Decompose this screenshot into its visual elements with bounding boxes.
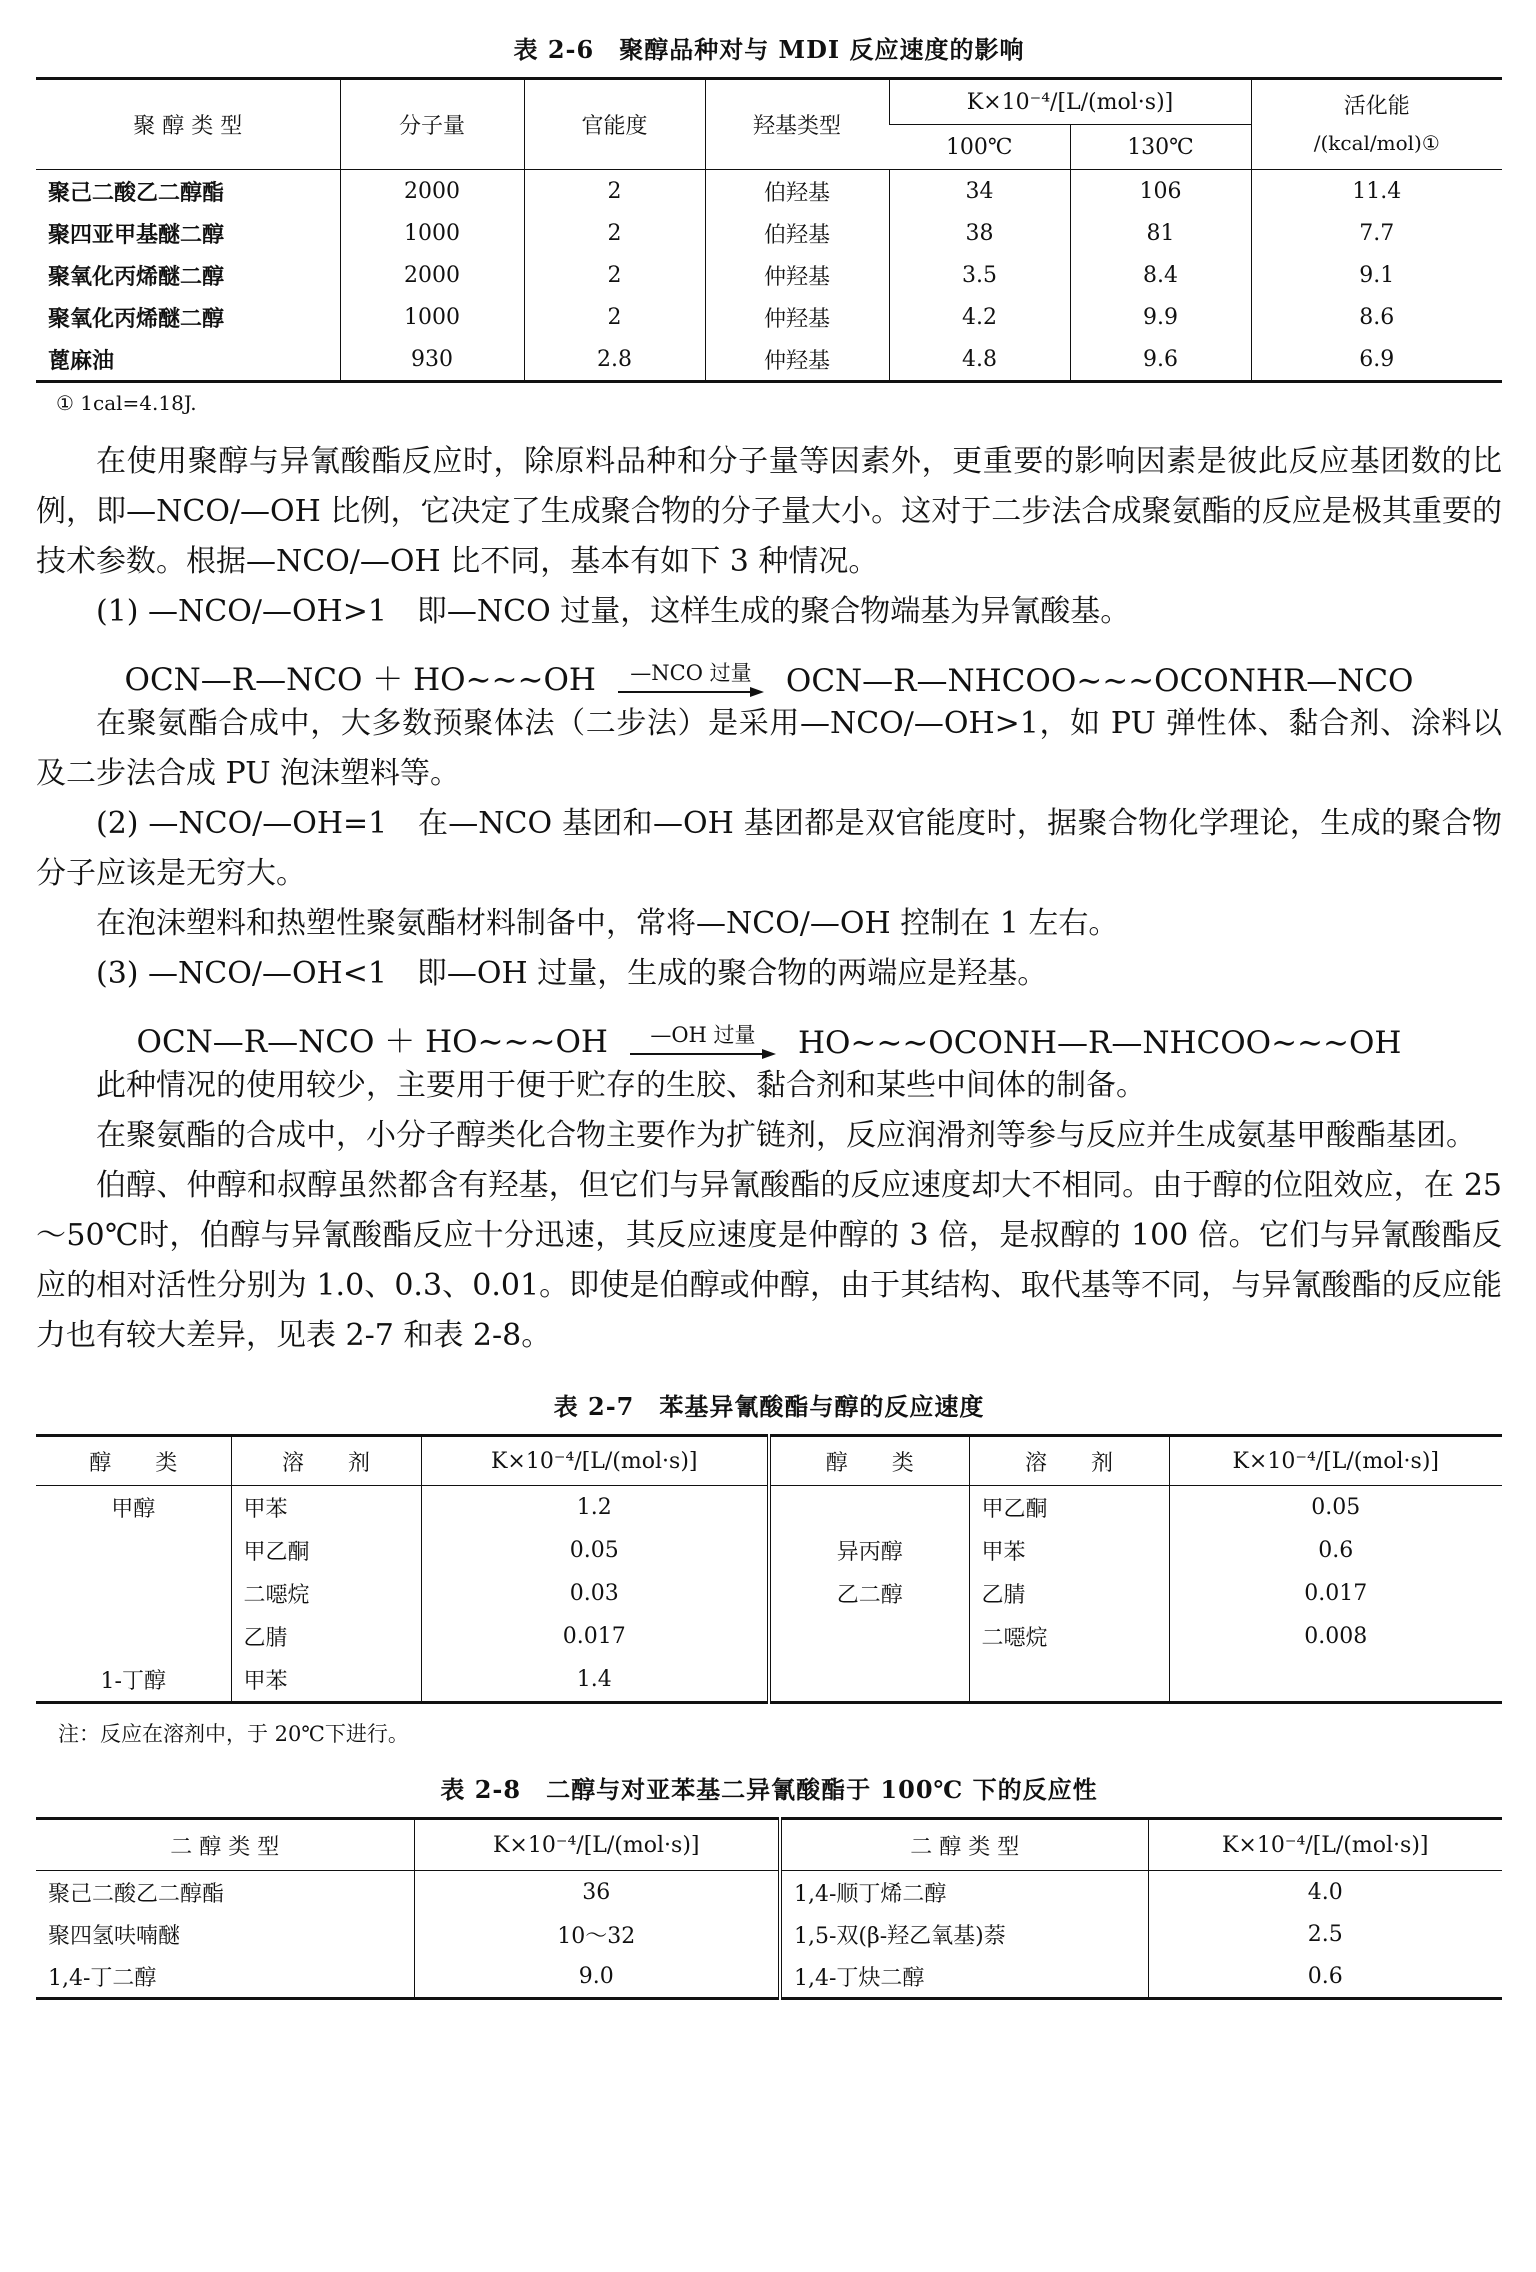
table-row bbox=[36, 1955, 1502, 1999]
paragraph-chain-extender: 在聚氨酯的合成中，小分子醇类化合物主要作为扩链剂，反应润滑剂等参与反应并生成氨基甲酸酯基团。 bbox=[96, 1118, 1476, 1153]
table-row bbox=[36, 212, 1502, 254]
header-ea-line1: 活化能 bbox=[1343, 93, 1410, 119]
header-100c: 100℃ bbox=[889, 125, 1070, 170]
cell-k-right: 0.6 bbox=[1169, 1529, 1502, 1572]
arrow-right-icon bbox=[628, 1047, 778, 1061]
cell-k130: 9.9 bbox=[1070, 296, 1251, 338]
paragraph-case-1: (1) —NCO/—OH>1 即—NCO 过量，这样生成的聚合物端基为异氰酸基。 bbox=[96, 594, 1131, 629]
header-alcohol: 醇 类 bbox=[36, 1436, 231, 1486]
cell-mw: 2000 bbox=[340, 170, 524, 213]
cell-mw: 1000 bbox=[340, 296, 524, 338]
paragraph-alcohol-reactivity: 伯醇、仲醇和叔醇虽然都含有羟基，但它们与异氰酸酯的反应速度却大不相同。由于醇的位阻效应，在 25～50℃时，伯醇与异氰酸酯反应十分迅速，其反应速度是仲醇的 3 倍，是叔醇的 100 倍。它们与异氰酸酯反应的相对活性分别为 1.0、0.3、0.01。即使是伯醇或仲醇，由于其结构、取代基等不同，与异氰酸酯的反应能力也有较大差异，见表 2-7 和表 2-8。 bbox=[36, 1168, 1502, 1353]
header-diol-type: 二 醇 类 型 bbox=[36, 1819, 414, 1871]
cell-k: 10～32 bbox=[414, 1913, 780, 1955]
cell-func: 2 bbox=[524, 254, 705, 296]
cell-name: 聚四亚甲基醚二醇 bbox=[48, 221, 225, 248]
cell-func: 2 bbox=[524, 296, 705, 338]
cell-diol: 聚己二酸乙二醇酯 bbox=[48, 1881, 225, 1907]
cell-k-right: 4.0 bbox=[1148, 1871, 1502, 1914]
arrow-right-icon bbox=[616, 685, 766, 699]
paragraph-case-2: (2) —NCO/—OH=1 在—NCO 基团和—OH 基团都是双官能度时，据聚合物化学理论，生成的聚合物分子应该是无穷大。 bbox=[36, 806, 1502, 891]
cell-alcohol-right: 乙二醇 bbox=[769, 1572, 969, 1615]
cell-func: 2 bbox=[524, 212, 705, 254]
equation-1-condition: —NCO 过量 bbox=[630, 661, 752, 685]
cell-k-right: 2.5 bbox=[1148, 1913, 1502, 1955]
cell-oh: 仲羟基 bbox=[705, 296, 889, 338]
cell-mw: 2000 bbox=[340, 254, 524, 296]
cell-solvent: 甲乙酮 bbox=[231, 1529, 421, 1572]
cell-solvent-right: 甲苯 bbox=[969, 1529, 1169, 1572]
table-row bbox=[36, 1572, 1502, 1615]
cell-oh: 伯羟基 bbox=[705, 170, 889, 213]
cell-k100: 4.8 bbox=[889, 338, 1070, 382]
table-row bbox=[36, 1871, 1502, 1914]
table-2-8 bbox=[36, 1817, 1502, 2000]
cell-name: 聚氧化丙烯醚二醇 bbox=[48, 263, 225, 290]
equation-1-product: OCN—R—NHCOO∼∼∼OCONHR—NCO bbox=[785, 663, 1414, 699]
cell-k100: 38 bbox=[889, 212, 1070, 254]
cell-k130: 9.6 bbox=[1070, 338, 1251, 382]
cell-k130: 106 bbox=[1070, 170, 1251, 213]
cell-k: 0.03 bbox=[421, 1572, 769, 1615]
cell-solvent-right bbox=[969, 1658, 1169, 1703]
header-130c: 130℃ bbox=[1070, 125, 1251, 170]
header-polyol-type: 聚 醇 类 型 bbox=[36, 79, 340, 170]
cell-alcohol: 1-丁醇 bbox=[100, 1669, 166, 1694]
paragraph-case-3: (3) —NCO/—OH<1 即—OH 过量，生成的聚合物的两端应是羟基。 bbox=[96, 956, 1048, 991]
table-2-7-note: 注：反应在溶剂中，于 20℃下进行。 bbox=[58, 1722, 409, 1746]
cell-solvent-right: 二噁烷 bbox=[969, 1615, 1169, 1658]
header-alcohol-right: 醇 类 bbox=[769, 1436, 969, 1486]
cell-k: 0.017 bbox=[421, 1615, 769, 1658]
table-2-7-caption: 表 2-7 苯基异氰酸酯与醇的反应速度 bbox=[553, 1392, 985, 1421]
cell-ea: 9.1 bbox=[1251, 254, 1502, 296]
cell-k-right: 0.017 bbox=[1169, 1572, 1502, 1615]
cell-diol-right: 1,4-顺丁烯二醇 bbox=[780, 1871, 1148, 1914]
header-functionality: 官能度 bbox=[524, 79, 705, 170]
cell-k: 9.0 bbox=[414, 1955, 780, 1999]
cell-func: 2 bbox=[524, 170, 705, 213]
cell-ea: 7.7 bbox=[1251, 212, 1502, 254]
body-text bbox=[36, 437, 1502, 1361]
cell-diol-right: 1,4-丁炔二醇 bbox=[780, 1955, 1148, 1999]
equation-2-product: HO∼∼∼OCONH—R—NHCOO∼∼∼OH bbox=[797, 1025, 1402, 1061]
table-2-6-footnote: ① 1cal=4.18J. bbox=[56, 391, 197, 415]
cell-solvent: 乙腈 bbox=[231, 1615, 421, 1658]
cell-k-right bbox=[1169, 1658, 1502, 1703]
paragraph-foam: 在泡沫塑料和热塑性聚氨酯材料制备中，常将—NCO/—OH 控制在 1 左右。 bbox=[96, 906, 1119, 941]
cell-alcohol-right bbox=[769, 1486, 969, 1530]
header-ea-line2: /(kcal/mol)① bbox=[1313, 130, 1440, 155]
cell-k-right: 0.6 bbox=[1148, 1955, 1502, 1999]
cell-k130: 8.4 bbox=[1070, 254, 1251, 296]
equation-nco-excess bbox=[36, 637, 1502, 699]
table-row bbox=[36, 1615, 1502, 1658]
cell-k100: 3.5 bbox=[889, 254, 1070, 296]
cell-k: 1.2 bbox=[421, 1486, 769, 1530]
cell-ea: 6.9 bbox=[1251, 338, 1502, 382]
equation-oh-excess bbox=[36, 999, 1502, 1061]
cell-diol: 1,4-丁二醇 bbox=[48, 1965, 157, 1991]
cell-k: 0.05 bbox=[421, 1529, 769, 1572]
table-row bbox=[36, 1486, 1502, 1530]
cell-oh: 仲羟基 bbox=[705, 254, 889, 296]
header-molecular-weight: 分子量 bbox=[340, 79, 524, 170]
cell-alcohol-right: 异丙醇 bbox=[769, 1529, 969, 1572]
table-row bbox=[36, 1658, 1502, 1703]
cell-mw: 1000 bbox=[340, 212, 524, 254]
reaction-arrow-1 bbox=[616, 661, 766, 699]
cell-k100: 34 bbox=[889, 170, 1070, 213]
cell-solvent: 二噁烷 bbox=[231, 1572, 421, 1615]
table-row bbox=[36, 254, 1502, 296]
header-rate-constant-right: K×10⁻⁴/[L/(mol·s)] bbox=[1169, 1436, 1502, 1486]
header-rate-constant: K×10⁻⁴/[L/(mol·s)] bbox=[414, 1819, 780, 1871]
cell-alcohol bbox=[36, 1529, 231, 1572]
cell-diol: 聚四氢呋喃醚 bbox=[48, 1923, 181, 1949]
cell-k: 36 bbox=[414, 1871, 780, 1914]
cell-solvent-right: 乙腈 bbox=[969, 1572, 1169, 1615]
header-hydroxyl-type: 羟基类型 bbox=[705, 79, 889, 170]
table-row bbox=[36, 170, 1502, 213]
header-diol-type-right: 二 醇 类 型 bbox=[780, 1819, 1148, 1871]
cell-alcohol bbox=[36, 1615, 231, 1658]
table-row bbox=[36, 338, 1502, 382]
table-row bbox=[36, 296, 1502, 338]
header-rate-constant: K×10⁻⁴/[L/(mol·s)] bbox=[889, 79, 1251, 125]
cell-k130: 81 bbox=[1070, 212, 1251, 254]
table-2-6-caption: 表 2-6 聚醇品种对与 MDI 反应速度的影响 bbox=[513, 35, 1025, 64]
cell-solvent: 甲苯 bbox=[231, 1658, 421, 1703]
cell-solvent-right: 甲乙酮 bbox=[969, 1486, 1169, 1530]
table-2-6 bbox=[36, 77, 1502, 383]
equation-1-reactants: OCN—R—NCO ＋ HO∼∼∼OH bbox=[124, 662, 596, 698]
header-activation-energy bbox=[1251, 79, 1502, 170]
cell-oh: 仲羟基 bbox=[705, 338, 889, 382]
cell-k-right: 0.008 bbox=[1169, 1615, 1502, 1658]
table-row bbox=[36, 1529, 1502, 1572]
cell-mw: 930 bbox=[340, 338, 524, 382]
cell-alcohol bbox=[36, 1572, 231, 1615]
cell-alcohol-right bbox=[769, 1658, 969, 1703]
table-2-8-caption: 表 2-8 二醇与对亚苯基二异氰酸酯于 100℃ 下的反应性 bbox=[440, 1775, 1098, 1804]
cell-k100: 4.2 bbox=[889, 296, 1070, 338]
cell-alcohol-right bbox=[769, 1615, 969, 1658]
cell-name: 蓖麻油 bbox=[48, 347, 115, 374]
cell-k: 1.4 bbox=[421, 1658, 769, 1703]
equation-2-condition: —OH 过量 bbox=[650, 1023, 756, 1047]
table-row bbox=[36, 1913, 1502, 1955]
equation-2-reactants: OCN—R—NCO ＋ HO∼∼∼OH bbox=[136, 1024, 608, 1060]
header-rate-constant-right: K×10⁻⁴/[L/(mol·s)] bbox=[1148, 1819, 1502, 1871]
header-solvent-right: 溶 剂 bbox=[969, 1436, 1169, 1486]
header-rate-constant: K×10⁻⁴/[L/(mol·s)] bbox=[421, 1436, 769, 1486]
cell-name: 聚氧化丙烯醚二醇 bbox=[48, 305, 225, 332]
cell-k-right: 0.05 bbox=[1169, 1486, 1502, 1530]
cell-diol-right: 1,5-双(β-羟乙氧基)萘 bbox=[780, 1913, 1148, 1955]
paragraph-usage: 此种情况的使用较少，主要用于便于贮存的生胶、黏合剂和某些中间体的制备。 bbox=[96, 1068, 1146, 1103]
cell-ea: 11.4 bbox=[1251, 170, 1502, 213]
reaction-arrow-2 bbox=[628, 1023, 778, 1061]
cell-oh: 伯羟基 bbox=[705, 212, 889, 254]
cell-func: 2.8 bbox=[524, 338, 705, 382]
cell-ea: 8.6 bbox=[1251, 296, 1502, 338]
cell-solvent: 甲苯 bbox=[231, 1486, 421, 1530]
cell-name: 聚己二酸乙二醇酯 bbox=[48, 179, 225, 206]
paragraph-prepolymer: 在聚氨酯合成中，大多数预聚体法（二步法）是采用—NCO/—OH>1，如 PU 弹性体、黏合剂、涂料以及二步法合成 PU 泡沫塑料等。 bbox=[36, 706, 1502, 791]
table-2-7 bbox=[36, 1434, 1502, 1704]
paragraph-1: 在使用聚醇与异氰酸酯反应时，除原料品种和分子量等因素外，更重要的影响因素是彼此反应基团数的比例，即—NCO/—OH 比例，它决定了生成聚合物的分子量大小。这对于二步法合成聚氨酯的反应是极其重要的技术参数。根据—NCO/—OH 比不同，基本有如下 3 种情况。 bbox=[36, 444, 1502, 579]
header-solvent: 溶 剂 bbox=[231, 1436, 421, 1486]
cell-alcohol: 甲醇 bbox=[111, 1497, 156, 1522]
